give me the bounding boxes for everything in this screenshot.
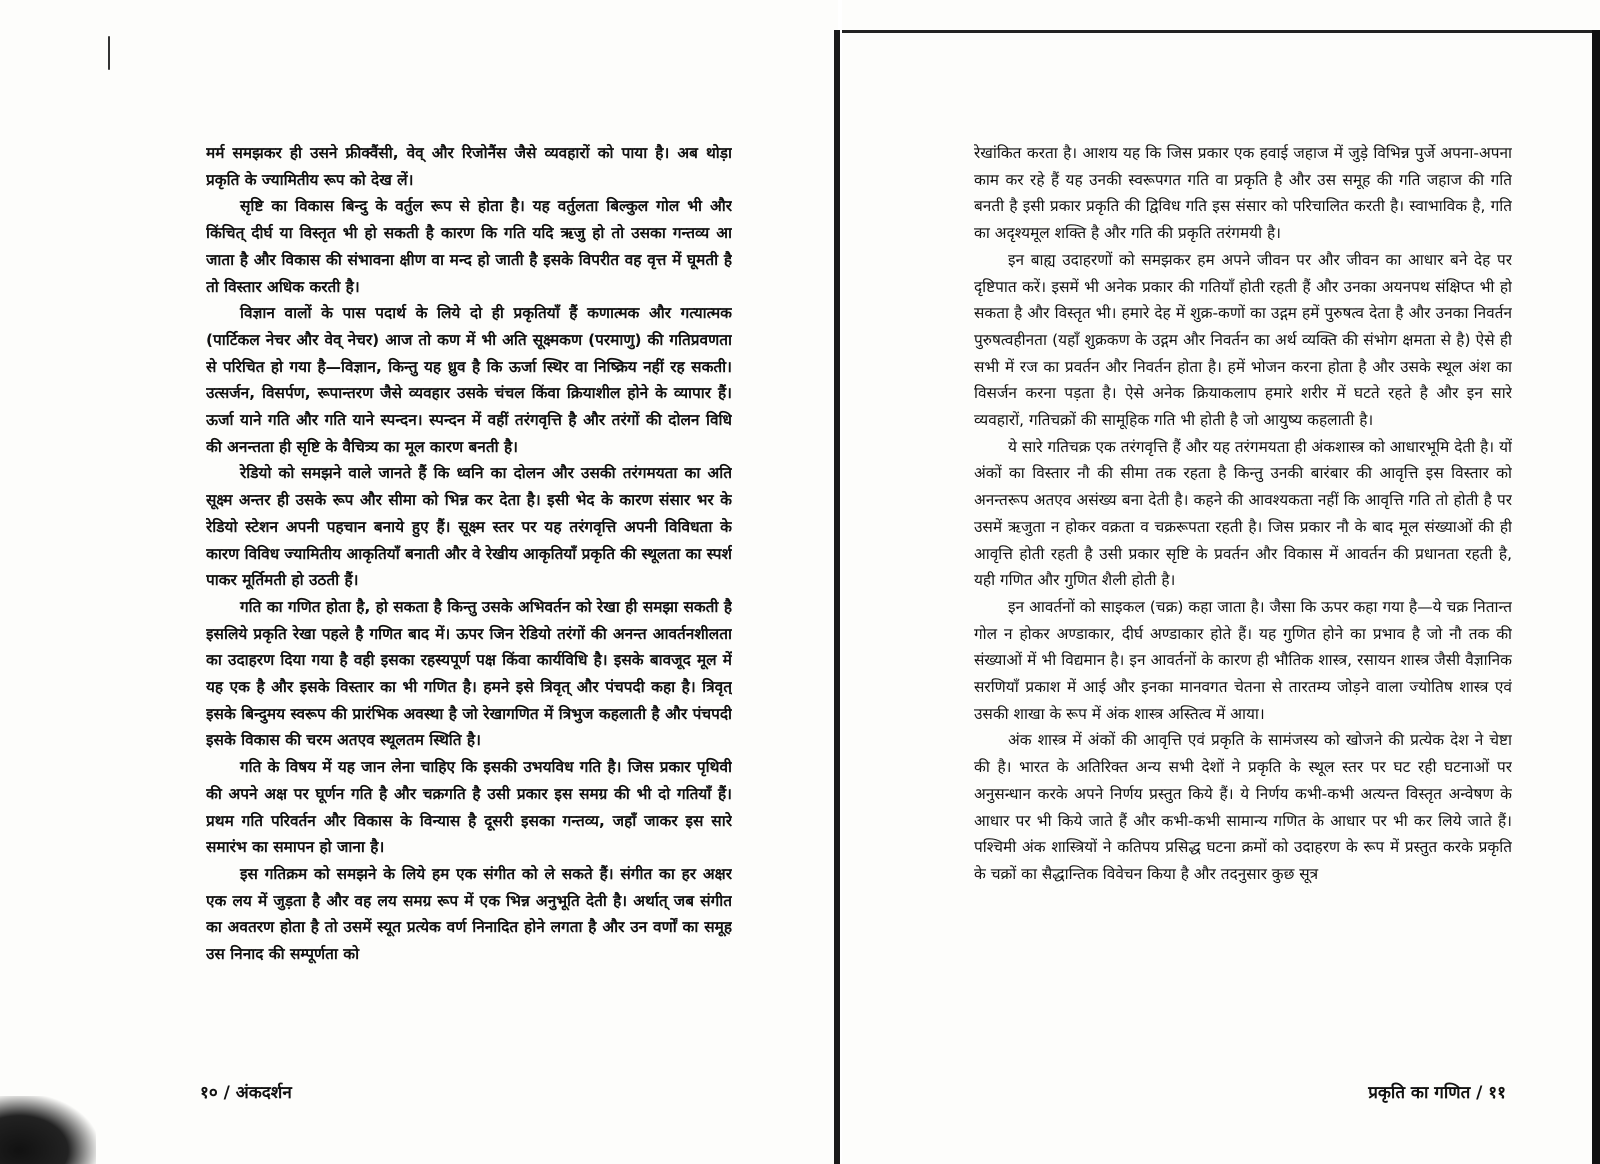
- scan-shadow: [0, 1096, 96, 1164]
- margin-mark: [108, 36, 110, 70]
- right-page-body: [974, 140, 1512, 1060]
- paragraph: ये सारे गतिचक्र एक तरंगवृत्ति हैं और यह तरंगमयता ही अंकशास्त्र को आधारभूमि देती है। यों अंकों का विस्तार नौ की सीमा तक रहता है किन्तु उनकी बारंबार की आवृत्ति इस विस्तार को अनन्तरूप अतएव असंख्य बना देती है। कहने की आवश्यकता नहीं कि आवृत्ति गति तो होती है पर उसमें ऋजुता न होकर वक्रता व चक्ररूपता रहती है। जिस प्रकार नौ के बाद मूल संख्याओं की ही आवृत्ति होती रहती है उसी प्रकार सृष्टि के प्रवर्तन और विकास में आवर्तन की प्रधानता रहती है, यही गणित और गुणित शैली होती है।: [974, 437, 1512, 590]
- left-page-folio: १० / अंकदर्शन: [200, 1083, 292, 1103]
- right-page-folio: प्रकृति का गणित / ११: [1368, 1083, 1506, 1103]
- paragraph: गति का गणित होता है, हो सकता है किन्तु उसके अभिवर्तन को रेखा ही समझा सकती है इसलिये प्रकृति रेखा पहले है गणित बाद में। ऊपर जिन रेडियो तरंगों की अनन्त आवर्तनशीलता का उदाहरण दिया गया है वही इसका रहस्यपूर्ण पक्ष किंवा कार्यविधि है। इसके बावजूद मूल में यह एक है और इसके विस्तार का भी गणित है। हमने इसे त्रिवृत् और पंचपदी कहा है। त्रिवृत् इसके बिन्दुमय स्वरूप की प्रारंभिक अवस्था है जो रेखागणित में त्रिभुज कहलाती है और पंचपदी इसके विकास की चरम अतएव स्थूलतम स्थिति है।: [206, 597, 732, 750]
- paragraph: गति के विषय में यह जान लेना चाहिए कि इसकी उभयविध गति है। जिस प्रकार पृथिवी की अपने अक्ष पर घूर्णन गति है और चक्रगति है उसी प्रकार इस समग्र की भी दो गतियाँ हैं। प्रथम गति परिवर्तन और विकास के विन्यास है दूसरी इसका गन्तव्य, जहाँ जाकर इस सारे समारंभ का समापन हो जाना है।: [206, 758, 732, 857]
- paragraph: अंक शास्त्र में अंकों की आवृत्ति एवं प्रकृति के सामंजस्य को खोजने की प्रत्येक देश ने चेष्टा की है। भारत के अतिरिक्त अन्य सभी देशों ने प्रकृति के स्थूल स्तर पर घट रही घटनाओं पर अनुसन्धान करके अपने निर्णय प्रस्तुत किये हैं। ये निर्णय कभी-कभी अत्यन्त विस्तृत अन्वेषण के आधार पर भी किये जाते हैं और कभी-कभी सामान्य गणित के आधार पर भी कर लिये जाते हैं। पश्चिमी अंक शास्त्रियों ने कतिपय प्रसिद्ध घटना क्रमों को उदाहरण के रूप में प्रस्तुत करके प्रकृति के चक्रों का सैद्धान्तिक विवेचन किया है और तदनुसार कुछ सूत्र: [974, 731, 1512, 883]
- paragraph: इन बाह्य उदाहरणों को समझकर हम अपने जीवन पर और जीवन का आधार बने देह पर दृष्टिपात करें। इसमें भी अनेक प्रकार की गतियाँ होती रहती हैं और उनका अयनपथ संक्षिप्त भी हो सकता है और विस्तृत भी। हमारे देह में शुक्र-कणों का उद्गम हमें पुरुषत्व देता है और उनका निवर्तन पुरुषत्वहीनता (यहाँ शुक्रकण के उद्गम और निवर्तन का अर्थ व्यक्ति की संभोग क्षमता से है) ऐसे ही सभी में रज का प्रवर्तन और निवर्तन होता है। हमें भोजन करना होता है और उसके स्थूल अंश का विसर्जन करना पड़ता है। ऐसे अनेक क्रियाकलाप हमारे शरीर में घटते रहते है और इन सारे व्यवहारों, गतिचक्रों की सामूहिक गति भी होती है जो आयुष्य कहलाती है।: [974, 250, 1512, 430]
- page-top-edge: [842, 30, 1600, 33]
- left-page-body: [206, 140, 732, 1060]
- paragraph: सृष्टि का विकास बिन्दु के वर्तुल रूप से होता है। यह वर्तुलता बिल्कुल गोल भी और किंचित् दीर्घ या विस्तृत भी हो सकती है कारण कि गति यदि ऋजु हो तो उसका गन्तव्य आ जाता है और विकास की संभावना क्षीण वा मन्द हो जाती है इसके विपरीत वह वृत्त में घूमती है तो विस्तार अधिक करती है।: [206, 197, 732, 296]
- paragraph: इन आवर्तनों को साइकल (चक्र) कहा जाता है। जैसा कि ऊपर कहा गया है—ये चक्र नितान्त गोल न होकर अण्डाकार, दीर्घ अण्डाकार होते हैं। यह गुणित होने का प्रभाव है जो नौ तक की संख्याओं में भी विद्यमान है। इन आवर्तनों के कारण ही भौतिक शास्त्र, रसायन शास्त्र जैसी वैज्ञानिक सरणियाँ प्रकाश में आई और इनका मानवगत चेतना से तारतम्य जोड़ने वाला ज्योतिष शास्त्र एवं उसकी शाखा के रूप में अंक शास्त्र अस्तित्व में आया।: [974, 597, 1512, 723]
- paragraph: रेखांकित करता है। आशय यह कि जिस प्रकार एक हवाई जहाज में जुड़े विभिन्न पुर्जे अपना-अपना काम कर रहे हैं यह उनकी स्वरूपगत गति वा प्रकृति है और उस समूह की गति जहाज की गति बनती है इसी प्रकार प्रकृति की द्विविध गति इस संसार को परिचालित करती है। स्वाभाविक है, गति का अदृश्यमूल शक्ति है और गति की प्रकृति तरंगमयी है।: [974, 144, 1512, 243]
- page-right-edge: [1592, 30, 1600, 1164]
- paragraph: इस गतिक्रम को समझने के लिये हम एक संगीत को ले सकते हैं। संगीत का हर अक्षर एक लय में जुड़ता है और वह लय समग्र रूप में एक भिन्न अनुभूति देती है। अर्थात् जब संगीत का अवतरण होता है तो उसमें स्यूत प्रत्येक वर्ण निनादित होने लगता है और उन वर्णों का समूह उस निनाद की सम्पूर्णता को: [206, 864, 732, 964]
- right-page: [842, 0, 1600, 1164]
- paragraph: विज्ञान वालों के पास पदार्थ के लिये दो ही प्रकृतियाँ हैं कणात्मक और गत्यात्मक (पार्टिकल नेचर और वेव् नेचर) आज तो कण में भी अति सूक्ष्मकण (परमाणु) की गतिप्रवणता से परिचित हो गया है—विज्ञान, किन्तु यह ध्रुव है कि ऊर्जा स्थिर वा निष्क्रिय नहीं रह सकती। उत्सर्जन, विसर्पण, रूपान्तरण जैसे व्यवहार उसके चंचल किंवा क्रियाशील होने के व्यापार हैं। ऊर्जा याने गति और गति याने स्पन्दन। स्पन्दन में वहीं तरंगवृत्ति है और तरंगों की दोलन विधि की अनन्तता ही सृष्टि के वैचित्र्य का मूल कारण बनती है।: [206, 304, 732, 456]
- paragraph: रेडियो को समझने वाले जानते हैं कि ध्वनि का दोलन और उसकी तरंगमयता का अति सूक्ष्म अन्तर ही उसके रूप और सीमा को भिन्न कर देता है। इसी भेद के कारण संसार भर के रेडियो स्टेशन अपनी पहचान बनाये हुए हैं। सूक्ष्म स्तर पर यह तरंगवृत्ति अपनी विविधता के कारण विविध ज्यामितीय आकृतियाँ बनाती और वे रेखीय आकृतियाँ प्रकृति की स्थूलता का स्पर्श पाकर मूर्तिमती हो उठती हैं।: [206, 464, 732, 590]
- book-gutter: [834, 30, 840, 1164]
- paragraph: मर्म समझकर ही उसने फ्रीक्वैंसी, वेव् और रिजोनैंस जैसे व्यवहारों को पाया है। अब थोड़ा प्रकृति के ज्यामितीय रूप को देख लें।: [206, 144, 732, 189]
